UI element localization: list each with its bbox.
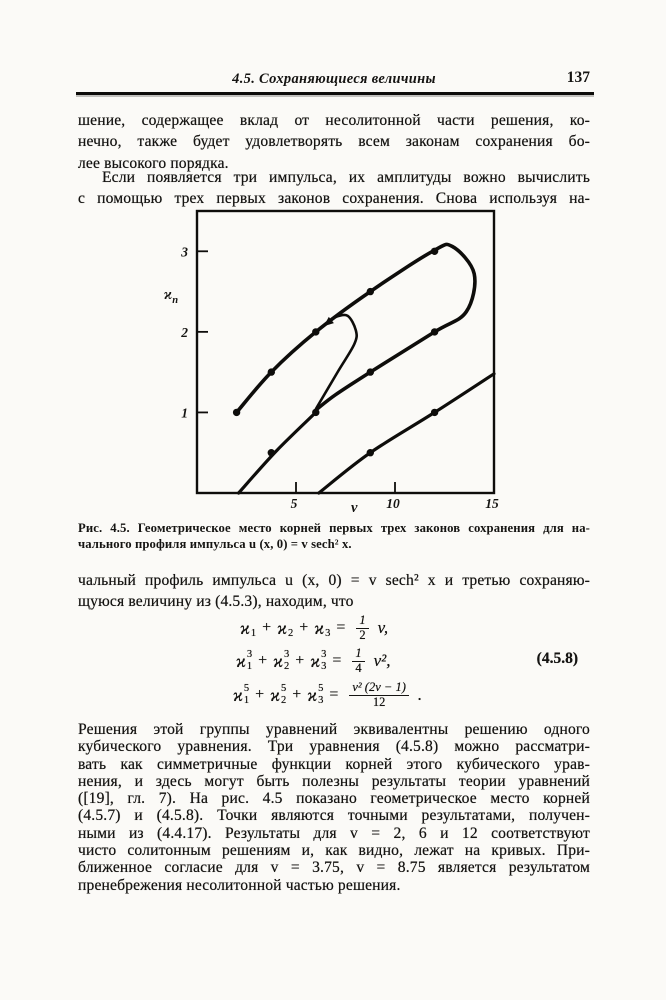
equals-sign: =: [332, 652, 342, 669]
text-line: ближенное согласие для v = 3.75, v = 8.75 является результатом: [78, 859, 590, 877]
equals-sign: =: [336, 619, 346, 636]
data-point: [312, 409, 319, 416]
running-head-title: 4.5. Сохраняющиеся величины: [232, 71, 436, 87]
fraction: $\frac{1}{4}$: [352, 647, 364, 675]
data-point: [367, 368, 374, 375]
x-axis-label: v: [351, 500, 358, 515]
text-line: (4.5.7) и (4.5.8). Точки являются точными результатами, получен-: [78, 807, 590, 825]
data-points: [233, 248, 438, 457]
data-point: [268, 368, 275, 375]
kappa-term: ϰ 5 2: [270, 683, 287, 706]
text-line: чальный профиль импульса u (x, 0) = v sech² x и третью сохраняю-: [78, 572, 590, 589]
text-line: чального профиля импульса u (x, 0) = v sech² x.: [78, 537, 352, 552]
y-tick-label: 3: [181, 244, 188, 260]
text-line: с помощью трех первых законов сохранения. Снова используя на-: [78, 190, 590, 208]
data-point: [431, 328, 438, 335]
text-line: Рис. 4.5. Геометрическое место корней первых трех законов сохранения для на-: [78, 521, 590, 535]
equation-row-1: [240, 614, 388, 642]
header-rule: [76, 92, 594, 95]
curve-kappa3-bottom-line: [319, 374, 494, 493]
figure-4-5: [150, 200, 510, 515]
text-line: пренебрежения несолитонной частью решения.: [78, 876, 401, 894]
text-line: чисто солитонным решениям и, как видно, лежат на кривых. При-: [78, 842, 590, 860]
kappa-term: ϰ 1: [240, 617, 257, 639]
curve-kappa2-lower-line: [239, 412, 316, 493]
figure-caption: [78, 520, 590, 552]
equation-tail: v²,: [373, 651, 391, 670]
equation-row-2: [236, 647, 391, 675]
plus-sign: +: [299, 619, 309, 636]
kappa-term: ϰ 5 3: [307, 683, 324, 706]
kappa-term: ϰ 5 1: [233, 683, 250, 706]
text-line: ными из (4.4.17). Результаты для v = 2, 6 и 12 соответствуют: [78, 824, 590, 842]
text-line: щуюся величину из (4.5.3), находим, что: [78, 592, 354, 610]
text-line: вать как симметричные функции корней этого кубического урав-: [78, 755, 590, 773]
kappa-term: ϰ 3 1: [236, 649, 253, 672]
fraction: $\frac{1}{2}$: [356, 614, 368, 642]
plus-sign: +: [295, 652, 305, 669]
equation-number: (4.5.8): [536, 650, 578, 667]
y-tick-label: 1: [181, 405, 188, 421]
text-line: Решения этой группы уравнений эквивалентны решению одного: [78, 721, 590, 738]
text-line: шение, содержащее вклад от несолитонной части решения, ко-: [78, 112, 590, 129]
plus-sign: +: [262, 619, 272, 636]
equation-tail: v,: [377, 618, 389, 637]
y-tick-label: 2: [181, 324, 188, 340]
body-paragraph-1: [78, 110, 590, 174]
data-point: [367, 288, 374, 295]
axis-ticks: [180, 244, 499, 511]
text-line: ([19], гл. 7). На рис. 4.5 показано геометрическое место корней: [78, 790, 590, 808]
x-tick-label: 15: [485, 496, 499, 511]
plus-sign: +: [258, 652, 268, 669]
kappa-term: ϰ 2: [277, 617, 294, 639]
text-line: нечно, также будет удовлетворять всем законам сохранения бо-: [78, 133, 590, 151]
body-paragraph-3: [78, 571, 590, 612]
page-number: 137: [566, 69, 590, 86]
x-tick-label: 5: [290, 496, 298, 511]
plot-frame: [197, 211, 494, 493]
equation-row-3: [233, 681, 422, 709]
text-line: лее высокого порядка.: [78, 154, 229, 172]
data-point: [312, 328, 319, 335]
data-point: [367, 449, 374, 456]
data-point: [233, 409, 240, 416]
data-point: [268, 449, 275, 456]
plus-sign: +: [255, 686, 265, 703]
data-point: [431, 409, 438, 416]
plot-curves: [237, 244, 494, 493]
kappa-term: ϰ 3 3: [310, 649, 327, 672]
x-tick-label: 10: [386, 496, 400, 511]
fraction: $\frac{\text{v² (2v − 1)}}{12}$: [349, 681, 408, 709]
plus-sign: +: [292, 686, 302, 703]
y-axis-label: $ϰ_n$: [164, 287, 179, 306]
kappa-term: ϰ 3 2: [273, 649, 290, 672]
text-line: кубического уравнения. Три уравнения (4.5.8) можно рассматри-: [78, 738, 590, 756]
text-line: Если появляется три импульса, их амплитуды вожно вычислить: [102, 169, 590, 186]
data-point: [431, 248, 438, 255]
equation-tail: .: [417, 685, 423, 704]
body-paragraph-4: [78, 721, 590, 894]
figure-plot: [150, 200, 510, 515]
text-line: нения, и здесь могут быть полезны результаты теории уравнений: [78, 772, 590, 790]
equals-sign: =: [329, 686, 339, 703]
kappa-term: ϰ 3: [314, 617, 331, 639]
